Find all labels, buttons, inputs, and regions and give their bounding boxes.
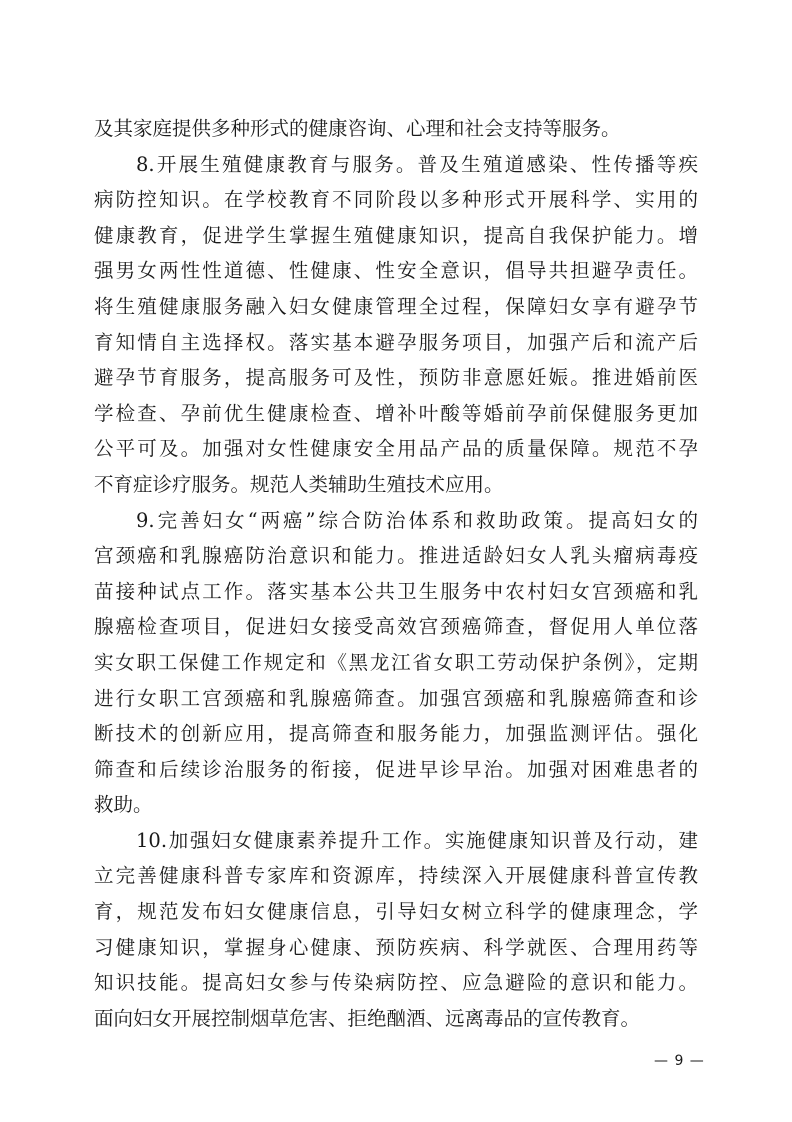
text-line: 育，规范发布妇女健康信息，引导妇女树立科学的健康理念，学 (94, 900, 698, 924)
text-line: 不育症诊疗服务。规范人类辅助生殖技术应用。 (94, 472, 504, 496)
text-line: 及其家庭提供多种形式的健康咨询、心理和社会支持等服务。 (94, 117, 621, 140)
text-line: 断技术的创新应用，提高筛查和服务能力，加强监测评估。强化 (94, 722, 698, 746)
section-9-heading-line: 9.完善妇女“两癌”综合防治体系和救助政策。提高妇女的 (136, 508, 698, 532)
text-line: 病防控知识。在学校教育不同阶段以多种形式开展科学、实用的 (94, 188, 698, 212)
text-line: 救助。 (94, 793, 153, 817)
text-line: 强男女两性性道德、性健康、性安全意识，倡导共担避孕责任。 (94, 259, 698, 283)
text-line: 学检查、孕前优生健康检查、增补叶酸等婚前孕前保健服务更加 (94, 401, 698, 425)
section-8-heading-line: 8.开展生殖健康教育与服务。普及生殖道感染、性传播等疾 (136, 152, 698, 176)
text-line: 公平可及。加强对女性健康安全用品产品的质量保障。规范不孕 (94, 437, 698, 461)
text-line: 育知情自主选择权。落实基本避孕服务项目，加强产后和流产后 (94, 330, 698, 354)
text-line: 苗接种试点工作。落实基本公共卫生服务中农村妇女宫颈癌和乳 (94, 579, 698, 603)
text-line: 健康教育，促进学生掌握生殖健康知识，提高自我保护能力。增 (94, 223, 698, 247)
text-line: 避孕节育服务，提高服务可及性，预防非意愿妊娠。推进婚前医 (94, 366, 698, 390)
text-line: 实女职工保健工作规定和《黑龙江省女职工劳动保护条例》，定期 (94, 650, 698, 674)
body-text (94, 111, 698, 1036)
text-line: 筛查和后续诊治服务的衔接，促进早诊早治。加强对困难患者的 (94, 757, 698, 781)
text-line: 腺癌检查项目，促进妇女接受高效宫颈癌筛查，督促用人单位落 (94, 615, 698, 639)
text-line: 面向妇女开展控制烟草危害、拒绝酗酒、远离毒品的宣传教育。 (94, 1006, 641, 1030)
text-line: 宫颈癌和乳腺癌防治意识和能力。推进适龄妇女人乳头瘤病毒疫 (94, 544, 698, 568)
page-number: — 9 — (654, 1053, 705, 1069)
text-line: 立完善健康科普专家库和资源库，持续深入开展健康科普宣传教 (94, 864, 698, 888)
text-line: 习健康知识，掌握身心健康、预防疾病、科学就医、合理用药等 (94, 935, 698, 959)
section-10-heading-line: 10.加强妇女健康素养提升工作。实施健康知识普及行动，建 (136, 828, 698, 852)
text-line: 将生殖健康服务融入妇女健康管理全过程，保障妇女享有避孕节 (94, 294, 698, 318)
text-line: 进行女职工宫颈癌和乳腺癌筛查。加强宫颈癌和乳腺癌筛查和诊 (94, 686, 698, 710)
text-line: 知识技能。提高妇女参与传染病防控、应急避险的意识和能力。 (94, 971, 698, 995)
